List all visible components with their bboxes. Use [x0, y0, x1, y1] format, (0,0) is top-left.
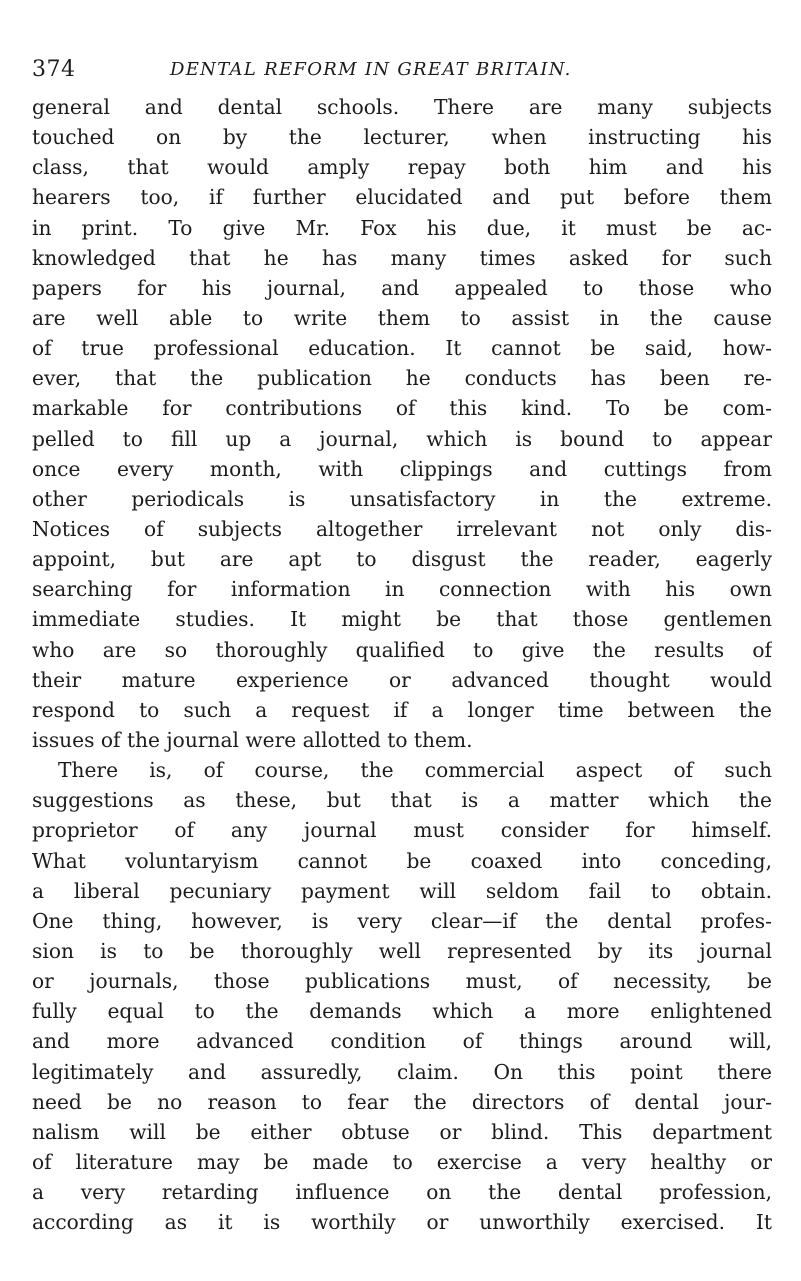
- text-line: markable for contributions of this kind. To be com-: [32, 396, 772, 421]
- text-line: sion is to be thoroughly well represented by its journal: [32, 938, 772, 963]
- text-line: their mature experience or advanced thought would: [32, 667, 772, 692]
- text-line: proprietor of any journal must consider for himself.: [32, 818, 772, 843]
- text-line: touched on by the lecturer, when instructing his: [32, 125, 772, 150]
- page-number: 374: [32, 57, 76, 82]
- running-title: DENTAL REFORM IN GREAT BRITAIN.: [170, 59, 572, 80]
- body-text: [32, 92, 772, 1237]
- text-line: suggestions as these, but that is a matter which the: [32, 788, 772, 813]
- paragraph-end-line: issues of the journal were allotted to them.: [32, 727, 473, 752]
- text-line: according as it is worthily or unworthily exercised. It: [32, 1210, 772, 1235]
- text-line: fully equal to the demands which a more enlightened: [32, 999, 772, 1024]
- text-line: are well able to write them to assist in the cause: [32, 305, 772, 330]
- text-line: What voluntaryism cannot be coaxed into conceding,: [32, 848, 772, 873]
- text-line: One thing, however, is very clear—if the dental profes-: [32, 908, 772, 933]
- text-line: general and dental schools. There are many subjects: [32, 95, 772, 119]
- text-line: immediate studies. It might be that those gentlemen: [32, 607, 772, 632]
- text-line: Notices of subjects altogether irrelevant not only dis-: [32, 516, 772, 541]
- text-line: hearers too, if further elucidated and put before them: [32, 185, 772, 210]
- text-line: or journals, those publications must, of necessity, be: [32, 969, 772, 994]
- text-line: a very retarding influence on the dental profession,: [32, 1180, 772, 1205]
- text-line: legitimately and assuredly, claim. On this point there: [32, 1059, 772, 1084]
- text-line: who are so thoroughly qualified to give the results of: [32, 637, 772, 662]
- text-line: once every month, with clippings and cuttings from: [32, 456, 772, 481]
- text-line: papers for his journal, and appealed to those who: [32, 275, 772, 300]
- text-line: and more advanced condition of things around will,: [32, 1029, 772, 1054]
- text-line: of true professional education. It cannot be said, how-: [32, 336, 772, 361]
- paragraph-start-line: There is, of course, the commercial aspect of such: [58, 758, 772, 783]
- running-head: [32, 55, 772, 85]
- text-line: of literature may be made to exercise a very healthy or: [32, 1149, 772, 1174]
- text-line: in print. To give Mr. Fox his due, it must be ac-: [32, 215, 772, 240]
- text-line: other periodicals is unsatisfactory in the extreme.: [32, 486, 772, 511]
- text-line: ever, that the publication he conducts has been re-: [32, 366, 772, 391]
- text-line: a liberal pecuniary payment will seldom fail to obtain.: [32, 878, 772, 903]
- text-line: nalism will be either obtuse or blind. This department: [32, 1119, 772, 1144]
- text-line: respond to such a request if a longer time between the: [32, 697, 772, 722]
- text-line: need be no reason to fear the directors of dental jour-: [32, 1089, 772, 1114]
- text-line: knowledged that he has many times asked for such: [32, 245, 772, 270]
- text-line: class, that would amply repay both him and his: [32, 155, 772, 180]
- text-line: pelled to fill up a journal, which is bound to appear: [32, 426, 772, 451]
- text-line: appoint, but are apt to disgust the reader, eagerly: [32, 547, 772, 572]
- text-line: searching for information in connection with his own: [32, 577, 772, 602]
